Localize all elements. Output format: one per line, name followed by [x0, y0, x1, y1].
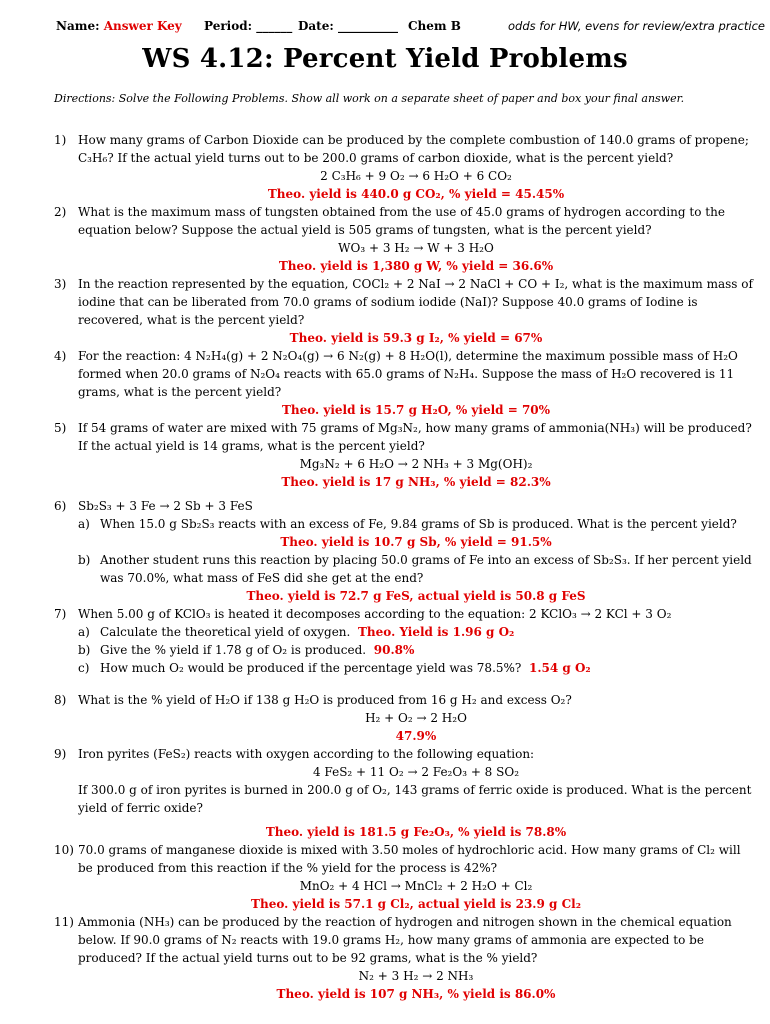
- problem-6: [54, 497, 754, 605]
- problem-text: Iron pyrites (FeS₂) reacts with oxygen according to the following equation:: [78, 747, 535, 761]
- date-field: Date: __________: [298, 19, 398, 33]
- equation: H₂ + O₂ → 2 H₂O: [365, 711, 467, 725]
- period-field: Period: ______: [204, 19, 293, 33]
- problem-text: How many grams of Carbon Dioxide can be produced by the complete combustion of 140.0 grams of propene; C₃H₆? If the actual yield turns out to be 200.0 grams of carbon dioxide, what is the percent yield?: [78, 133, 749, 165]
- answer: Theo. yield is 181.5 g Fe₂O₃, % yield is 78.8%: [265, 825, 567, 839]
- subpart-letter: a): [78, 517, 90, 531]
- equation: WO₃ + 3 H₂ → W + 3 H₂O: [338, 241, 494, 255]
- directions-text: Solve the Following Problems. Show all work on a separate sheet of paper and box your final answer.: [118, 92, 685, 105]
- subpart-text: Give the % yield if 1.78 g of O₂ is produced.: [100, 643, 367, 657]
- answer: Theo. yield is 107 g NH₃, % yield is 86.0%: [276, 987, 556, 1001]
- answer-a: Theo. yield is 10.7 g Sb, % yield = 91.5%: [280, 535, 552, 549]
- problem-number: 8): [54, 693, 67, 707]
- problem-text: In the reaction represented by the equation, COCl₂ + 2 NaI → 2 NaCl + CO + I₂, what is the maximum mass of iodine that can be liberated from 70.0 grams of sodium iodide (NaI)? Suppose 40.0 grams of Iodine is recovered, what is the percent yield?: [78, 277, 753, 327]
- subpart-c: [78, 659, 754, 677]
- problem-2: [54, 203, 754, 275]
- course-label: Chem B: [408, 19, 461, 33]
- problem-text: What is the maximum mass of tungsten obtained from the use of 45.0 grams of hydrogen according to the equation below? Suppose the actual yield is 505 grams of tungsten, what is the percent yield?: [78, 205, 725, 237]
- subpart-b: [78, 551, 754, 587]
- problem-1: [54, 131, 754, 203]
- equation: Mg₃N₂ + 6 H₂O → 2 NH₃ + 3 Mg(OH)₂: [299, 457, 533, 471]
- problem-10: [54, 841, 754, 913]
- subpart-letter: a): [78, 625, 90, 639]
- subpart-text: Calculate the theoretical yield of oxygen.: [100, 625, 351, 639]
- problem-number: 11): [54, 915, 74, 929]
- equation: N₂ + 3 H₂ → 2 NH₃: [358, 969, 474, 983]
- answer: Theo. yield is 440.0 g CO₂, % yield = 45.45%: [267, 187, 565, 201]
- answer: 47.9%: [395, 729, 437, 743]
- name-field: [56, 19, 182, 33]
- problem-number: 3): [54, 277, 67, 291]
- answer: Theo. yield is 15.7 g H₂O, % yield = 70%: [281, 403, 551, 417]
- problem-number: 2): [54, 205, 67, 219]
- subpart-a: [78, 623, 754, 641]
- problem-text: Ammonia (NH₃) can be produced by the reaction of hydrogen and nitrogen shown in the chemical equation below. If 90.0 grams of N₂ reacts with 19.0 grams H₂, how many grams of ammonia are expected to be produced? If the actual yield turns out to be 92 grams, what is the % yield?: [78, 915, 732, 965]
- equation: MnO₂ + 4 HCl → MnCl₂ + 2 H₂O + Cl₂: [299, 879, 533, 893]
- answer-b: 90.8%: [373, 643, 415, 657]
- problem-4: [54, 347, 754, 419]
- problem-9: [54, 745, 754, 841]
- answer: Theo. yield is 57.1 g Cl₂, actual yield is 23.9 g Cl₂: [251, 897, 581, 911]
- answer: Theo. yield is 17 g NH₃, % yield = 82.3%: [281, 475, 551, 489]
- problem-text: When 5.00 g of KClO₃ is heated it decomposes according to the equation: 2 KClO₃ → 2 KCl + 3 O₂: [78, 607, 672, 621]
- directions-label: Directions:: [54, 92, 116, 105]
- worksheet-header: [56, 19, 765, 37]
- problem-list: [54, 131, 754, 1003]
- subpart-b: [78, 641, 754, 659]
- answer-a: Theo. Yield is 1.96 g O₂: [358, 625, 515, 639]
- problem-text: For the reaction: 4 N₂H₄(g) + 2 N₂O₄(g) → 6 N₂(g) + 8 H₂O(l), determine the maximum possible mass of H₂O formed when 20.0 grams of N₂O₄ reacts with 65.0 grams of N₂H₄. Suppose the mass of H₂O recovered is 11 grams, what is the percent yield?: [78, 349, 738, 399]
- directions: [54, 92, 684, 105]
- problem-number: 4): [54, 349, 67, 363]
- equation: 4 FeS₂ + 11 O₂ → 2 Fe₂O₃ + 8 SO₂: [312, 765, 520, 779]
- answer-c: 1.54 g O₂: [529, 661, 591, 675]
- problem-text: What is the % yield of H₂O if 138 g H₂O is produced from 16 g H₂ and excess O₂?: [78, 693, 572, 707]
- subpart-text: When 15.0 g Sb₂S₃ reacts with an excess of Fe, 9.84 grams of Sb is produced. What is the percent yield?: [100, 517, 737, 531]
- answer: Theo. yield is 59.3 g I₂, % yield = 67%: [289, 331, 543, 345]
- problem-text: If 54 grams of water are mixed with 75 grams of Mg₃N₂, how many grams of ammonia(NH₃) will be produced? If the actual yield is 14 grams, what is the percent yield?: [78, 421, 752, 453]
- subpart-letter: b): [78, 553, 91, 567]
- problem-text: Sb₂S₃ + 3 Fe → 2 Sb + 3 FeS: [78, 499, 253, 513]
- problem-7: [54, 605, 754, 677]
- subpart-text: Another student runs this reaction by placing 50.0 grams of Fe into an excess of Sb₂S₃. If her percent yield was 70.0%, what mass of FeS did she get at the end?: [100, 553, 752, 585]
- problem-8: [54, 691, 754, 745]
- problem-number: 10): [54, 843, 74, 857]
- subpart-a: [78, 515, 754, 533]
- problem-number: 1): [54, 133, 67, 147]
- problem-number: 6): [54, 499, 67, 513]
- name-label: Name:: [56, 19, 100, 33]
- problem-text-continued: If 300.0 g of iron pyrites is burned in 200.0 g of O₂, 143 grams of ferric oxide is produced. What is the percent yield of ferric oxide?: [78, 783, 752, 815]
- equation: 2 C₃H₆ + 9 O₂ → 6 H₂O + 6 CO₂: [320, 169, 512, 183]
- subpart-letter: b): [78, 643, 91, 657]
- subpart-letter: c): [78, 661, 90, 675]
- problem-number: 9): [54, 747, 67, 761]
- subpart-text: How much O₂ would be produced if the percentage yield was 78.5%?: [100, 661, 522, 675]
- problem-5: [54, 419, 754, 491]
- assignment-note: odds for HW, evens for review/extra practice: [508, 19, 765, 33]
- page-title: WS 4.12: Percent Yield Problems: [142, 44, 628, 74]
- answer: Theo. yield is 1,380 g W, % yield = 36.6%: [278, 259, 554, 273]
- answer-b: Theo. yield is 72.7 g FeS, actual yield is 50.8 g FeS: [246, 589, 586, 603]
- problem-number: 5): [54, 421, 67, 435]
- problem-3: [54, 275, 754, 347]
- problem-number: 7): [54, 607, 67, 621]
- problem-11: [54, 913, 754, 1003]
- problem-text: 70.0 grams of manganese dioxide is mixed with 3.50 moles of hydrochloric acid. How many grams of Cl₂ will be produced from this reaction if the % yield for the process is 42%?: [78, 843, 741, 875]
- name-value: Answer Key: [103, 19, 182, 33]
